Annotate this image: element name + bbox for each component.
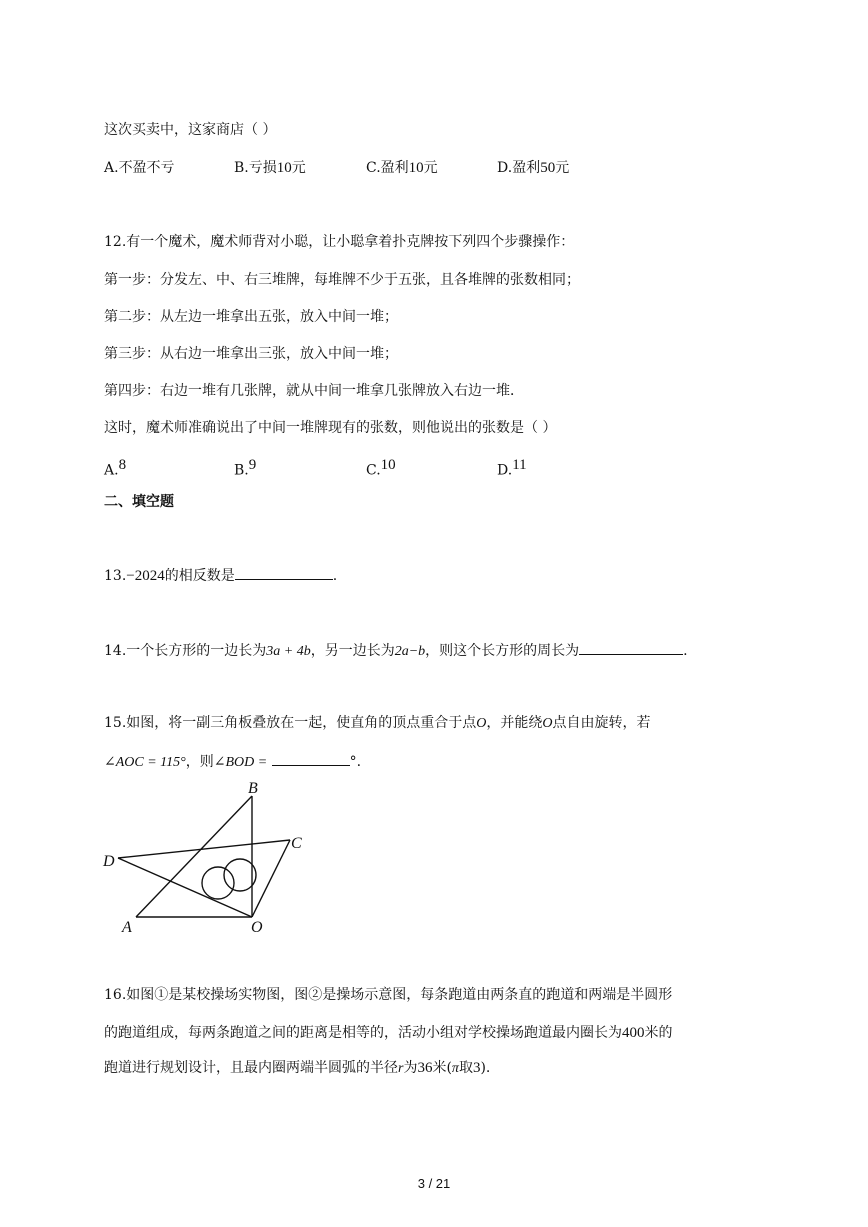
q16-line-3: 跑道进行规划设计，且最内圈两端半圆弧的半径r为36米(π取3). xyxy=(104,1060,491,1076)
q11-option-a: A.不盈不亏 xyxy=(104,160,175,176)
q12-option-b: B.$^9$ xyxy=(234,457,257,479)
q12-step-4: 第四步：右边一堆有几张牌，就从中间一堆拿几张牌放入右边一堆． xyxy=(104,383,524,399)
q12-step-3: 第三步：从右边一堆拿出三张，放入中间一堆； xyxy=(104,346,398,362)
q12-step-2: 第二步：从左边一堆拿出五张，放入中间一堆； xyxy=(104,309,398,325)
q16-line-2: 的跑道组成，每两条跑道之间的距离是相等的，活动小组对学校操场跑道最内圈长为400米的 xyxy=(104,1025,673,1041)
q15-line-2: ∠AOC = 115°，则∠BOD = °. xyxy=(104,751,361,773)
q12-step-1: 第一步：分发左、中、右三堆牌，每堆牌不少于五张，且各堆牌的张数相同； xyxy=(104,272,580,288)
q11-option-c: C.盈利10元 xyxy=(366,160,438,176)
label-a: A xyxy=(122,919,132,936)
q16-line-1: 16.如图①是某校操场实物图，图②是操场示意图，每条跑道由两条直的跑道和两端是半圆形 xyxy=(104,987,673,1003)
page-number: 3 / 21 xyxy=(417,1176,451,1191)
label-d: D xyxy=(103,853,115,870)
segment-dc xyxy=(118,840,290,858)
label-o: O xyxy=(251,919,263,936)
q14-answer-blank[interactable] xyxy=(579,640,683,655)
angle-arc-left xyxy=(202,867,234,899)
q12-question: 这时，魔术师准确说出了中间一堆牌现有的张数，则他说出的张数是（ ） xyxy=(104,420,557,436)
section-title-fill-in: 二、填空题 xyxy=(104,494,174,510)
label-c: C xyxy=(291,835,302,852)
q13-answer-blank[interactable] xyxy=(235,565,333,580)
q11-option-d: D.盈利50元 xyxy=(497,160,570,176)
segment-ab xyxy=(136,796,252,917)
q11-stem: 这次买卖中，这家商店（ ） xyxy=(104,122,277,138)
q11-option-b: B.亏损10元 xyxy=(234,160,306,176)
q15-answer-blank[interactable] xyxy=(272,751,350,766)
q14: 14.一个长方形的一边长为3a + 4b，另一边长为2a−b，则这个长方形的周长为 . xyxy=(104,640,688,662)
segment-co xyxy=(252,840,290,917)
label-b: B xyxy=(248,780,258,797)
q12-option-d: D.$^{11}$ xyxy=(497,457,527,479)
q12-option-a: A.$^8$ xyxy=(104,457,127,479)
q12-option-c: C.$^{10}$ xyxy=(366,457,396,479)
q13: 13.−2024的相反数是 . xyxy=(104,565,337,586)
angle-arc-right xyxy=(224,859,256,891)
q12-stem: 12.有一个魔术，魔术师背对小聪，让小聪拿着扑克牌按下列四个步骤操作： xyxy=(104,234,575,250)
q15-triangle-figure xyxy=(98,776,318,940)
q15-line-1: 15.如图，将一副三角板叠放在一起，使直角的顶点重合于点O，并能绕O点自由旋转，若 xyxy=(104,715,651,731)
